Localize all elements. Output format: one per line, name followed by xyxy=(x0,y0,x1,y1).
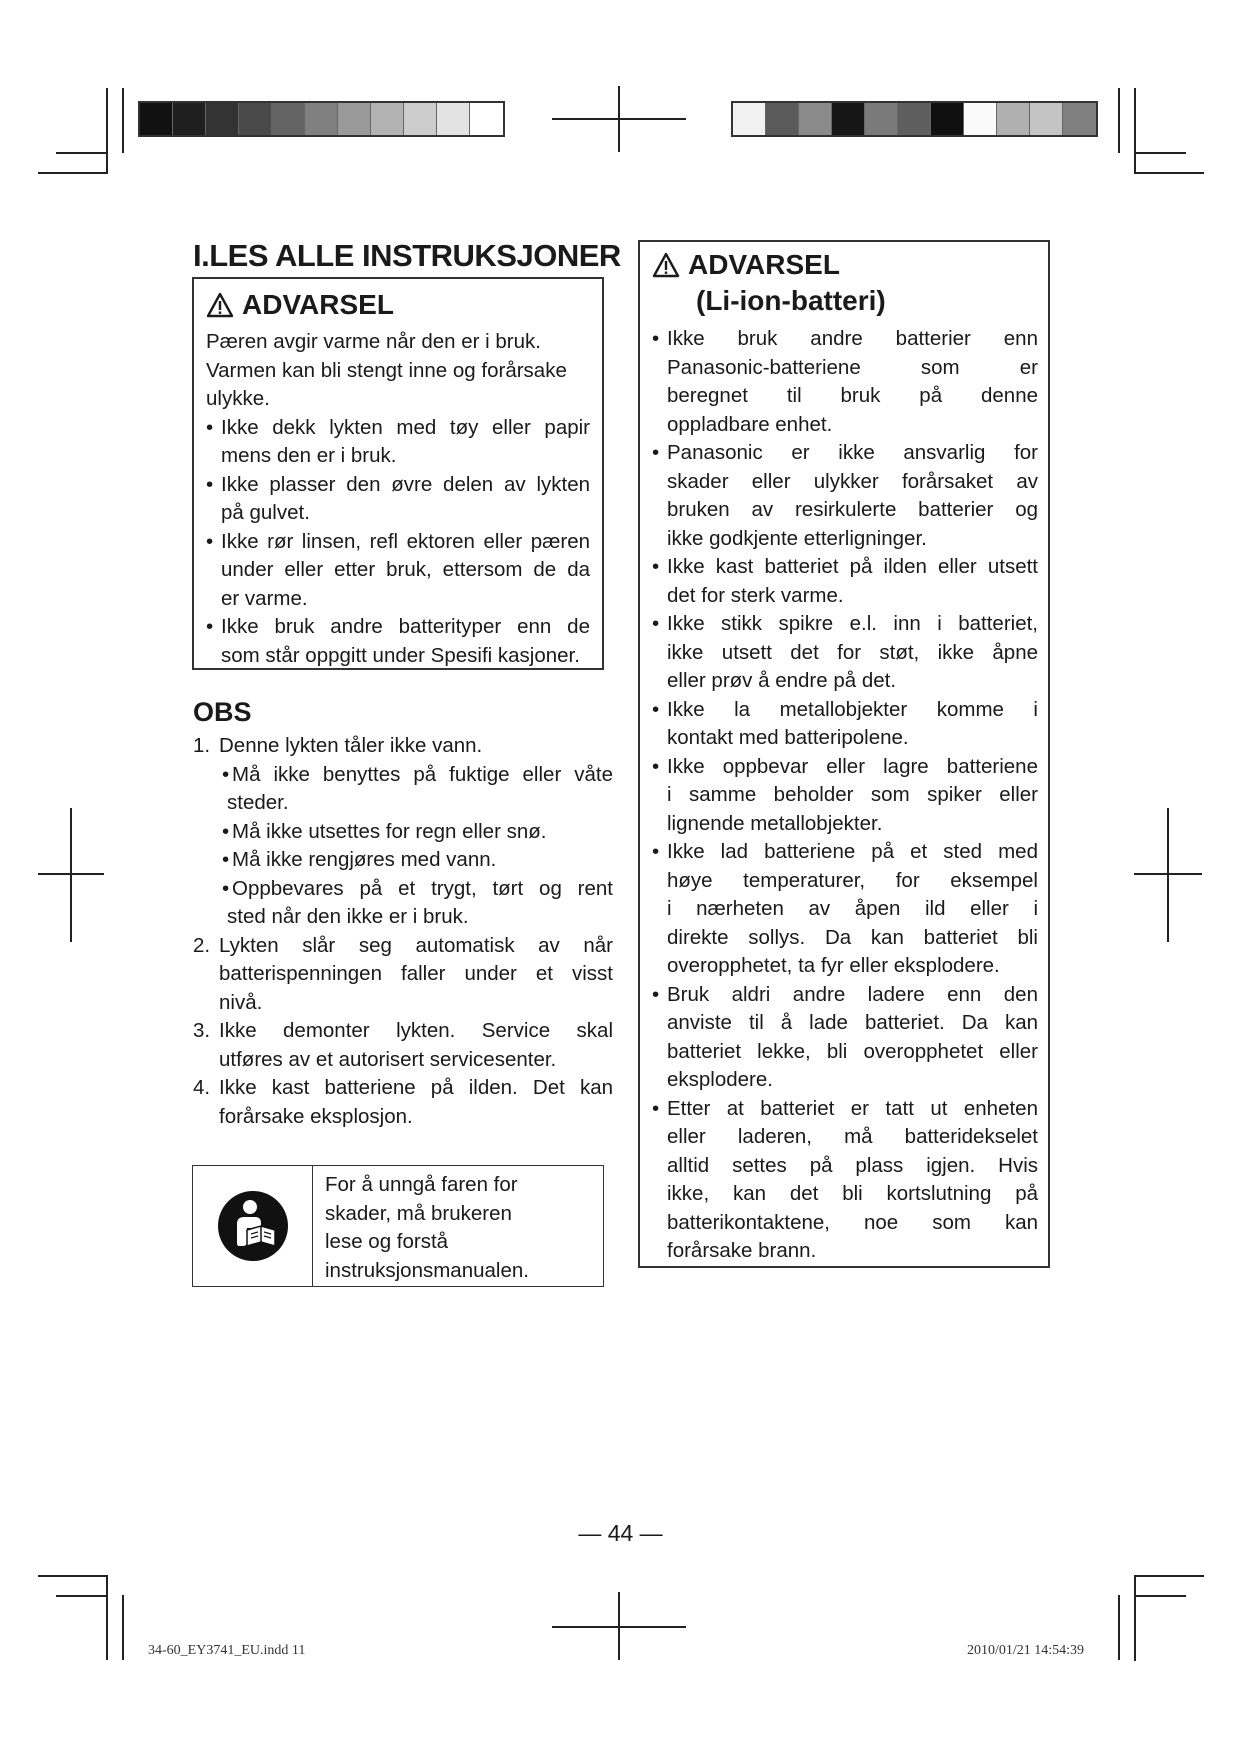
sub-item xyxy=(193,875,613,932)
color-swatch xyxy=(437,103,470,135)
text-line: Denne lykten tåler ikke vann. xyxy=(219,734,483,757)
list-item xyxy=(652,838,1038,981)
text-line: ikke godkjente etterligninger. xyxy=(667,526,927,550)
color-swatch xyxy=(964,103,997,135)
text-line: • Ikke dekk lykten med tøy eller papir xyxy=(221,415,590,439)
text-line: eller prøv å endre på det. xyxy=(667,669,897,692)
text-line: lignende metallobjekter. xyxy=(667,811,883,835)
sub-item xyxy=(193,761,613,818)
list-item xyxy=(652,1095,1038,1266)
text-line: • Må ikke utsettes for regn eller snø. xyxy=(232,819,547,843)
text-line: • Panasonic er ikke ansvarlig for xyxy=(667,441,1038,464)
item-number: 3. xyxy=(193,1019,211,1042)
list-item xyxy=(652,553,1038,610)
text-line: batterikontaktene, noe som kan xyxy=(667,1210,1038,1234)
list-item xyxy=(652,753,1038,839)
text-line: kontakt med batteripolene. xyxy=(667,726,909,749)
text-line: skader, må brukeren xyxy=(325,1201,512,1225)
footer-timestamp: 2010/01/21 14:54:39 xyxy=(967,1643,1085,1658)
obs-item-2 xyxy=(193,932,613,1018)
text-line: ikke utsett det for støt, ikke åpne xyxy=(667,640,1038,664)
text-line: Panasonic-batteriene som er xyxy=(667,355,1038,379)
text-line: Varmen kan bli stengt inne og forårsake xyxy=(206,358,567,382)
color-swatch xyxy=(173,103,206,135)
list-item xyxy=(206,414,590,471)
text-line: under eller etter bruk, ettersom de da xyxy=(221,558,590,581)
text-line: steder. xyxy=(227,791,289,814)
text-line: • Oppbevares på et trygt, tørt og rent xyxy=(232,876,613,900)
color-swatch xyxy=(140,103,173,135)
text-line: eller laderen, må batteridekselet xyxy=(667,1125,1038,1148)
color-bar-left xyxy=(138,101,505,137)
text-line: utføres av et autorisert servicesenter. xyxy=(219,1047,557,1071)
text-line: oppladbare enhet. xyxy=(667,412,833,436)
text-line: ulykke. xyxy=(206,387,270,410)
text-line: som står oppgitt under Spesifi kasjoner. xyxy=(221,643,580,667)
text-line: • Må ikke rengjøres med vann. xyxy=(232,848,497,871)
text-line: Lykten slår seg automatisk av når xyxy=(219,933,613,957)
item-number: 1. xyxy=(193,734,211,757)
color-swatch xyxy=(272,103,305,135)
text-line: • Ikke bruk andre batterier enn xyxy=(667,327,1038,350)
text-line: sted når den ikke er i bruk. xyxy=(227,905,469,928)
text-line: • Ikke la metallobjekter komme i xyxy=(667,697,1038,721)
text-line: instruksjonsmanualen. xyxy=(325,1258,529,1282)
text-line: • Ikke oppbevar eller lagre batteriene xyxy=(667,754,1038,778)
text-line: forårsake brann. xyxy=(667,1239,817,1262)
text-line: er varme. xyxy=(221,586,308,610)
color-swatch xyxy=(1030,103,1063,135)
text-line: • Ikke stikk spikre e.l. inn i batteriet, xyxy=(667,612,1038,635)
warning-title: ADVARSEL xyxy=(242,289,394,320)
text-line: bruken av resirkulerte batterier og xyxy=(667,498,1038,521)
list-item xyxy=(206,528,590,614)
text-line: direkte sollys. Da kan batteriet bli xyxy=(667,925,1038,949)
color-swatch xyxy=(470,103,503,135)
color-swatch xyxy=(338,103,371,135)
item-number: 4. xyxy=(193,1076,211,1099)
text-line: eksplodere. xyxy=(667,1068,773,1091)
sub-item xyxy=(193,846,613,875)
text-line: • Ikke plasser den øvre delen av lykten xyxy=(221,472,590,496)
color-swatch xyxy=(997,103,1030,135)
main-title: I.LES ALLE INSTRUKSJONER xyxy=(193,238,621,273)
list-item xyxy=(652,610,1038,696)
text-line: nivå. xyxy=(219,990,263,1014)
warning-intro xyxy=(206,328,590,414)
battery-warning-title: ADVARSEL xyxy=(688,248,840,280)
text-line: • Etter at batteriet er tatt ut enheten xyxy=(667,1096,1038,1120)
text-line: forårsake eksplosjon. xyxy=(219,1104,413,1128)
text-line: anviste til å lade batteriet. Da kan xyxy=(667,1011,1038,1034)
warning-box xyxy=(192,277,604,670)
color-swatch xyxy=(931,103,964,135)
text-line: Ikke demonter lykten. Service skal xyxy=(219,1019,613,1042)
text-line: • Ikke kast batteriet på ilden eller utsett xyxy=(667,555,1038,578)
color-swatch xyxy=(305,103,338,135)
obs-item-1 xyxy=(193,732,613,761)
color-swatch xyxy=(865,103,898,135)
color-swatch xyxy=(1063,103,1096,135)
color-swatch xyxy=(799,103,832,135)
color-swatch xyxy=(766,103,799,135)
manual-icon-cell xyxy=(193,1166,313,1286)
battery-warning-subtitle: (Li-ion-batteri) xyxy=(696,284,886,316)
text-line: Pæren avgir varme når den er i bruk. xyxy=(206,330,541,353)
list-item xyxy=(206,613,590,670)
text-line: batterispenningen faller under et visst xyxy=(219,962,613,985)
obs-item-3 xyxy=(193,1017,613,1074)
color-swatch xyxy=(404,103,437,135)
page-number: — 44 — xyxy=(578,1520,663,1546)
color-swatch xyxy=(206,103,239,135)
battery-bullets xyxy=(652,325,1038,1266)
footer-file: 34-60_EY3741_EU.indd 11 xyxy=(148,1643,306,1658)
text-line: i nærheten av åpen ild eller i xyxy=(667,897,1038,920)
obs-title: OBS xyxy=(193,697,252,727)
text-line: i samme beholder som spiker eller xyxy=(667,783,1038,806)
warning-triangle-icon xyxy=(206,292,234,318)
read-manual-icon xyxy=(217,1190,289,1262)
text-line: lese og forstå xyxy=(325,1230,449,1253)
color-swatch xyxy=(239,103,272,135)
color-swatch xyxy=(371,103,404,135)
item-number: 2. xyxy=(193,933,211,957)
text-line: ikke, kan det bli kortslutning på xyxy=(667,1182,1038,1205)
text-line: • Ikke bruk andre batterityper enn de xyxy=(221,615,590,638)
text-line: overopphetet, ta fyr eller eksplodere. xyxy=(667,954,1000,977)
text-line: Ikke kast batteriene på ilden. Det kan xyxy=(219,1076,613,1099)
text-line: beregnet til bruk på denne xyxy=(667,384,1038,407)
text-line: det for sterk varme. xyxy=(667,583,844,607)
warning-triangle-icon xyxy=(652,252,680,278)
obs-item-4 xyxy=(193,1074,613,1131)
text-line: høye temperaturer, for eksempel xyxy=(667,868,1038,892)
color-swatch xyxy=(733,103,766,135)
text-line: skader eller ulykker forårsaket av xyxy=(667,469,1038,493)
manual-notice-text xyxy=(313,1166,541,1286)
text-line: • Bruk aldri andre ladere enn den xyxy=(667,982,1038,1006)
list-item xyxy=(206,471,590,528)
list-item xyxy=(652,981,1038,1095)
text-line: på gulvet. xyxy=(221,501,310,524)
text-line: • Ikke rør linsen, refl ektoren eller pæren xyxy=(221,529,590,553)
text-line: alltid settes på plass igjen. Hvis xyxy=(667,1153,1038,1177)
list-item xyxy=(652,439,1038,553)
list-item xyxy=(652,696,1038,753)
text-line: • Må ikke benyttes på fuktige eller våte xyxy=(232,762,613,786)
text-line: For å unngå faren for xyxy=(325,1173,518,1196)
sub-item xyxy=(193,818,613,847)
color-swatch xyxy=(898,103,931,135)
color-swatch xyxy=(832,103,865,135)
warning-bullets xyxy=(206,414,590,671)
manual-notice-box xyxy=(192,1165,604,1287)
battery-warning-box xyxy=(638,240,1050,1268)
obs-list xyxy=(193,732,613,1131)
list-item xyxy=(652,325,1038,439)
text-line: mens den er i bruk. xyxy=(221,444,397,467)
text-line: • Ikke lad batteriene på et sted med xyxy=(667,840,1038,863)
text-line: batteriet lekke, bli overopphetet eller xyxy=(667,1039,1038,1063)
color-bar-right xyxy=(731,101,1098,137)
